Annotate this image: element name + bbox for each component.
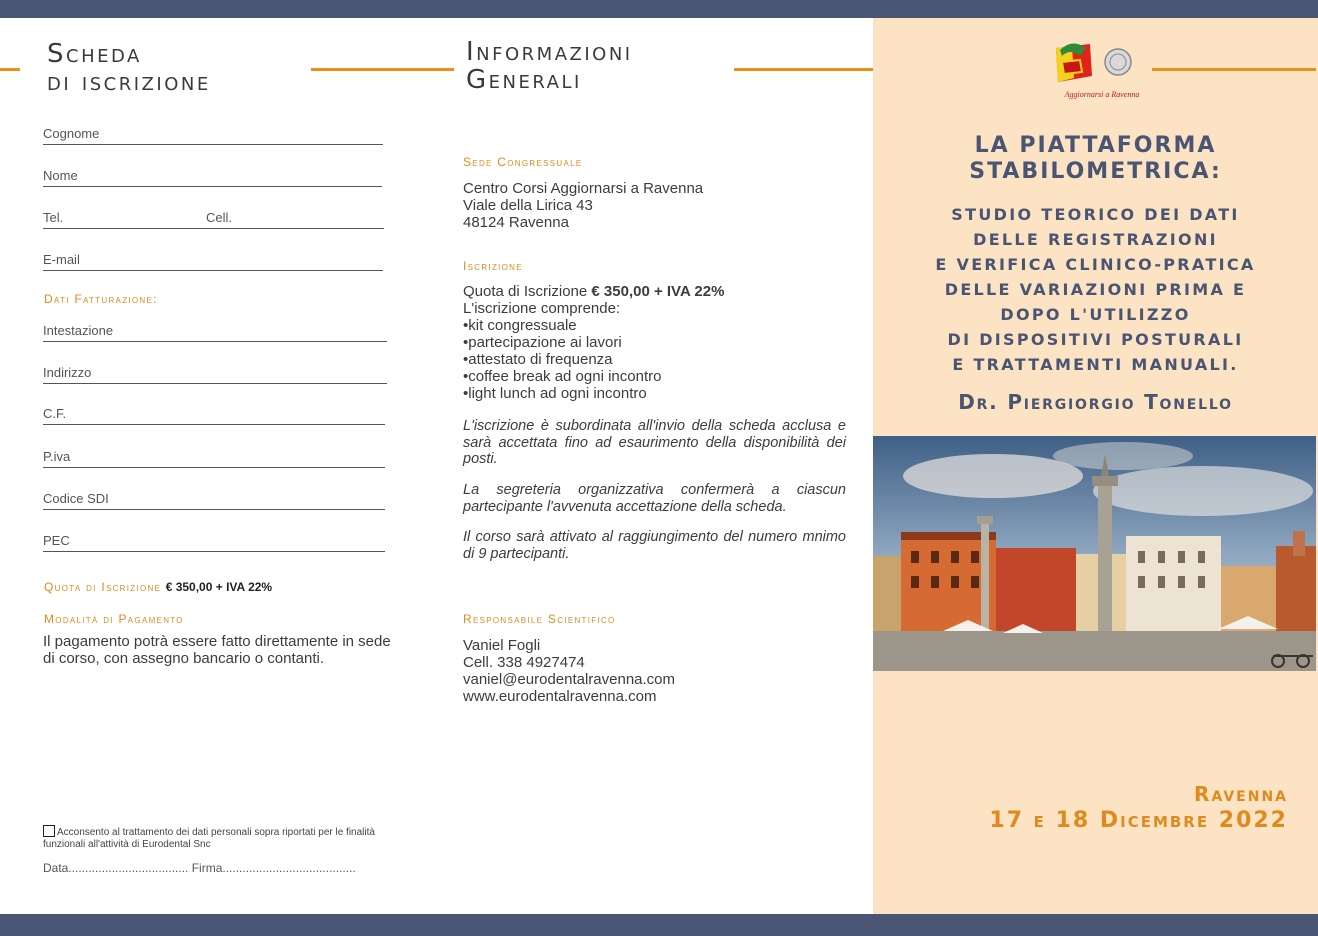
speaker-name: Dr. Piergiorgio Tonello (958, 390, 1233, 414)
pec-label: PEC (43, 533, 70, 548)
bottom-bar (0, 914, 1318, 936)
cover-title-line: LA PIATTAFORMA (974, 133, 1217, 158)
consent-text: Acconsento al trattamento dei dati personali sopra riportati per le finalità funzionali all'attività di Eurodental Snc (43, 827, 375, 850)
include-item: •kit congressuale (463, 317, 577, 334)
note-availability: L'iscrizione è subordinata all'invio della scheda acclusa e sarà accettata fino ad esaurimento della disponibilità dei posti. (463, 418, 846, 467)
venue-line-3: 48124 Ravenna (463, 214, 569, 231)
name-label: Nome (43, 168, 78, 183)
event-dates: 17 e 18 Dicembre 2022 (989, 808, 1288, 833)
email-field[interactable] (43, 252, 383, 271)
note-minimum: Il corso sarà attivato al raggiungimento del numero mnimo di 9 partecipanti. (463, 529, 846, 562)
event-city: Ravenna (1194, 782, 1288, 806)
name-field[interactable] (43, 168, 382, 187)
venue-line-2: Viale della Lirica 43 (463, 197, 593, 214)
venue-heading: Sede Congressuale (463, 155, 583, 169)
address-field[interactable] (43, 365, 387, 384)
include-item: •attestato di frequenza (463, 351, 613, 368)
registration-fee-label: Quota di Iscrizione (463, 283, 592, 300)
logo-caption: Aggiornarsi a Ravenna (1064, 90, 1140, 99)
title-rule-right (311, 68, 454, 71)
consent-checkbox[interactable] (43, 825, 55, 837)
contact-name: Vaniel Fogli (463, 637, 541, 654)
info-title-line2: Generali (466, 65, 582, 95)
cover-rule (1152, 68, 1316, 71)
venue-line-1: Centro Corsi Aggiornarsi a Ravenna (463, 180, 704, 197)
contact-phone: Cell. 338 4927474 (463, 654, 585, 671)
phone-label: Tel. (43, 210, 64, 225)
registration-fee-value: € 350,00 + IVA 22% (591, 283, 725, 300)
includes-label: L'iscrizione comprende: (463, 300, 621, 317)
cover-subtitle-line: E TRATTAMENTI MANUALI. (952, 355, 1239, 374)
address-label: Indirizzo (43, 365, 92, 380)
cover-subtitle-line: E VERIFICA CLINICO-PRATICA (935, 255, 1256, 274)
vat-field[interactable] (43, 449, 385, 468)
fee-value: € 350,00 + IVA 22% (165, 580, 273, 594)
date-label: Data.................................... (43, 861, 189, 875)
sdi-code-label: Codice SDI (43, 491, 109, 506)
email-label: E-mail (43, 252, 80, 267)
info-title-line1: Informazioni (466, 37, 633, 67)
form-title-line1: Scheda (47, 39, 142, 69)
date-field[interactable] (43, 861, 356, 875)
cover-title-line: STABILOMETRICA: (969, 159, 1222, 184)
info-rule (734, 68, 873, 71)
registration-fee (463, 283, 724, 300)
cover-subtitle-line: DELLE REGISTRAZIONI (973, 230, 1218, 249)
consent-block (43, 825, 393, 851)
payment-heading: Modalità di Pagamento (44, 612, 184, 626)
title-rule-left (0, 68, 20, 71)
fee-line (44, 578, 272, 596)
scientific-heading: Responsabile Scientifico (463, 612, 616, 626)
logo-icon (1050, 38, 1134, 88)
ravenna-square-photo (873, 436, 1316, 671)
cover-subtitle-line: DI DISPOSITIVI POSTURALI (947, 330, 1244, 349)
billing-name-label: Intestazione (43, 323, 114, 338)
contact-website[interactable]: www.eurodentalravenna.com (463, 688, 657, 705)
phone-field[interactable] (43, 210, 384, 229)
signature-label: Firma........................................ (191, 861, 356, 875)
pec-field[interactable] (43, 533, 385, 552)
cover-subtitle-line: STUDIO TEORICO DEI DATI (951, 205, 1240, 224)
fiscal-code-label: C.F. (43, 406, 67, 421)
cover-subtitle (873, 202, 1318, 377)
cover-subtitle-line: DELLE VARIAZIONI PRIMA E (944, 280, 1247, 299)
billing-heading: Dati Fatturazione: (44, 292, 158, 306)
sdi-code-field[interactable] (43, 491, 385, 510)
billing-name-field[interactable] (43, 323, 387, 342)
payment-text: Il pagamento potrà essere fatto direttamente in sede di corso, con assegno bancario o contanti. (43, 633, 391, 667)
vat-label: P.iva (43, 449, 71, 464)
include-item: •light lunch ad ogni incontro (463, 385, 647, 402)
cover-title (873, 133, 1318, 185)
surname-field[interactable] (43, 126, 383, 145)
cover-subtitle-line: DOPO L'UTILIZZO (1000, 305, 1191, 324)
include-item: •coffee break ad ogni incontro (463, 368, 662, 385)
mobile-label: Cell. (206, 210, 233, 225)
fee-heading: Quota di Iscrizione (44, 580, 162, 594)
form-title-line2: di iscrizione (47, 67, 211, 97)
include-item: •partecipazione ai lavori (463, 334, 622, 351)
top-bar (0, 0, 1318, 18)
surname-label: Cognome (43, 126, 100, 141)
note-confirmation: La segreteria organizzativa confermerà a ciascun partecipante l'avvenuta accettazione della scheda. (463, 482, 846, 515)
contact-email[interactable]: vaniel@eurodentalravenna.com (463, 671, 676, 688)
registration-heading: Iscrizione (463, 259, 523, 273)
fiscal-code-field[interactable] (43, 406, 385, 425)
